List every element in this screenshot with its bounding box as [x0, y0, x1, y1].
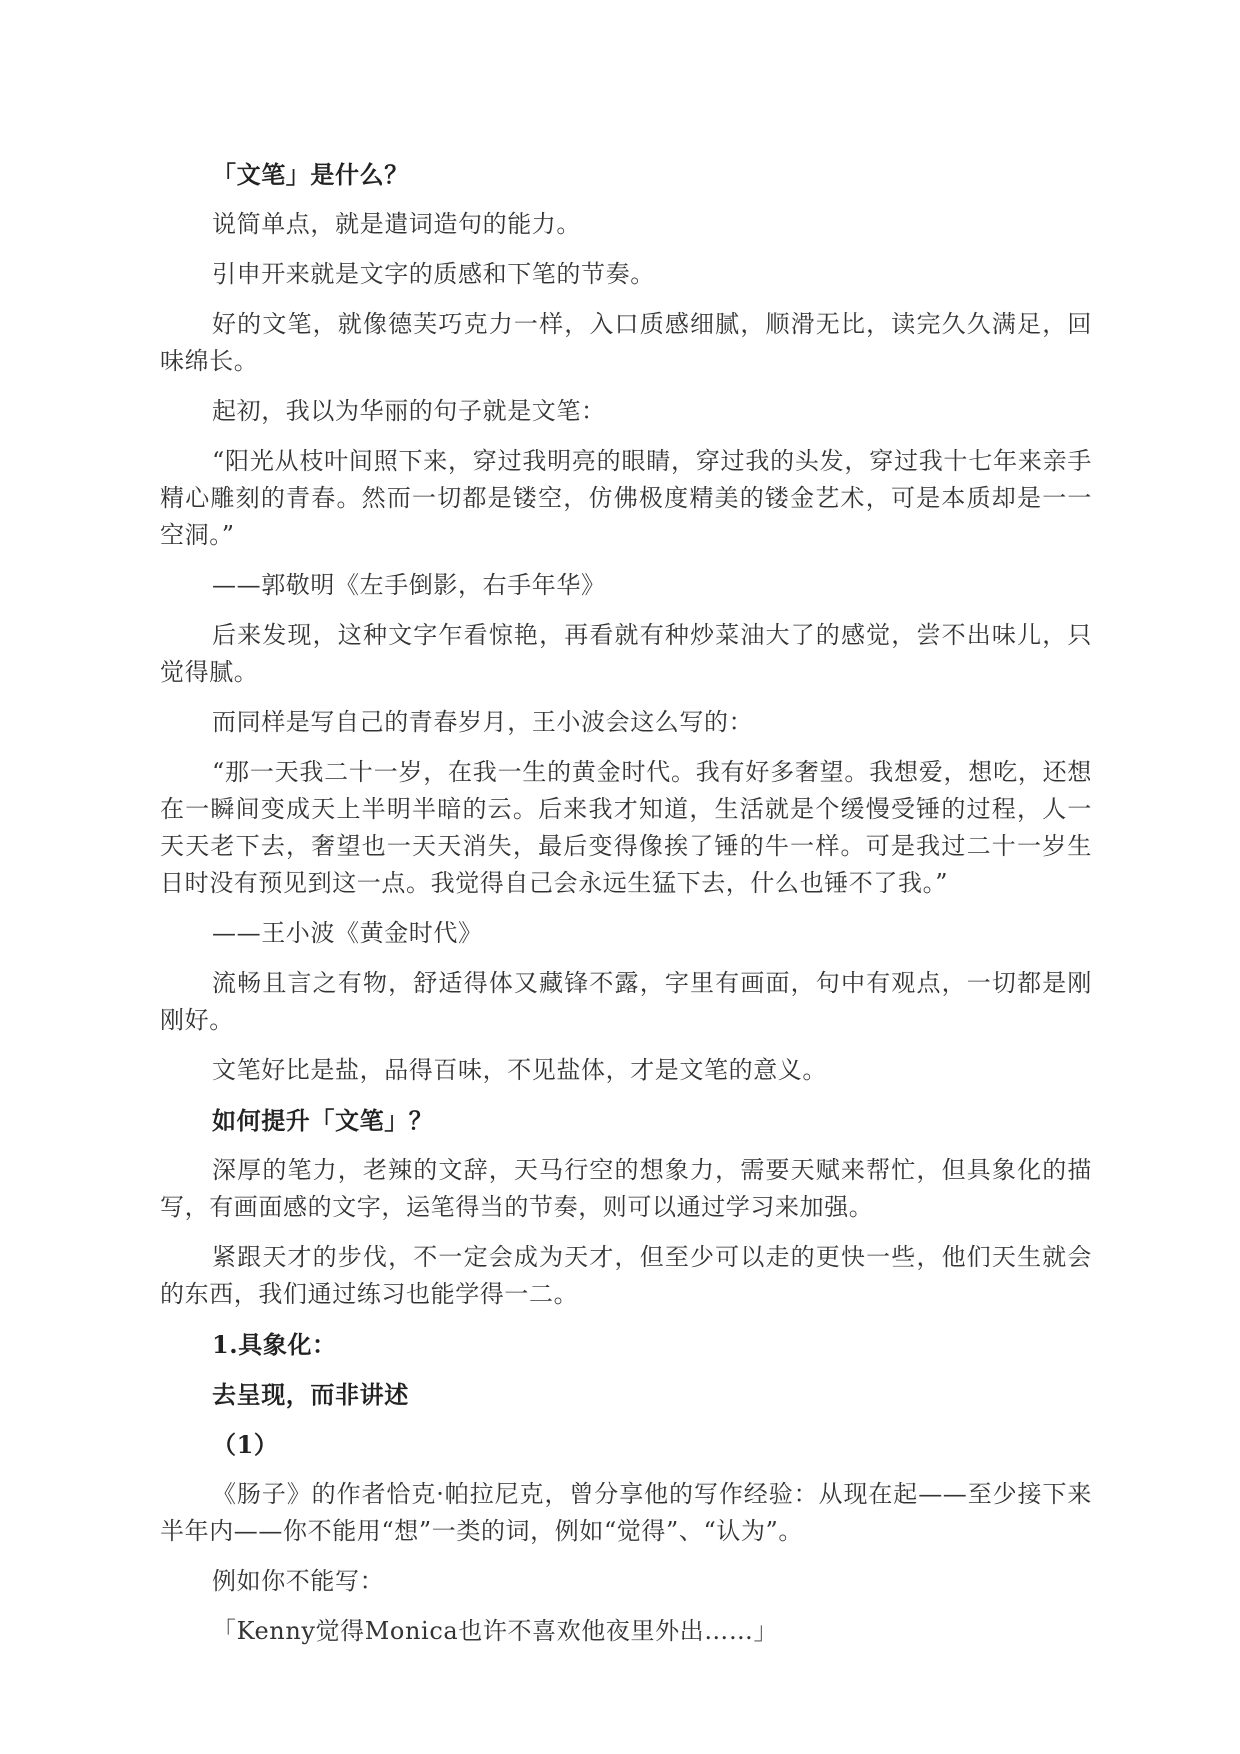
heading-what-is-wenbi: 「文笔」是什么？ — [212, 160, 409, 189]
quote-guo-jingming: “阳光从枝叶间照下来，穿过我明亮的眼睛，穿过我的头发，穿过我十七年来亲手精心雕刻的青春。然而一切都是镂空，仿佛极度精美的镂金艺术，可是本质却是一一空洞。” — [160, 447, 1092, 549]
paragraph: 深厚的笔力，老辣的文辞，天马行空的想象力，需要天赋来帮忙，但具象化的描写，有画面感的文字，运笔得当的节奏，则可以通过学习来加强。 — [160, 1156, 1092, 1221]
paragraph: 起初，我以为华丽的句子就是文笔： — [212, 397, 606, 425]
quote-wang-xiaobo: “那一天我二十一岁，在我一生的黄金时代。我有好多奢望。我想爱，想吃，还想在一瞬间变成天上半明半暗的云。后来我才知道，生活就是个缓慢受锤的过程，人一天天老下去，奢望也一天天消失，最后变得像挨了锤的牛一样。可是我过二十一岁生日时没有预见到这一点。我觉得自己会永远生猛下去，什么也锤不了我。” — [160, 758, 1092, 897]
paragraph: 例如你不能写： — [212, 1567, 385, 1595]
document-page — [160, 156, 1092, 1650]
quote-attribution: ——郭敬明《左手倒影，右手年华》 — [212, 571, 606, 599]
paragraph: 而同样是写自己的青春岁月，王小波会这么写的： — [212, 708, 754, 736]
paragraph: 文笔好比是盐，品得百味，不见盐体，才是文笔的意义。 — [212, 1056, 827, 1084]
paragraph: 引申开来就是文字的质感和下笔的节奏。 — [212, 260, 655, 288]
item-number: （1） — [212, 1430, 279, 1459]
section-heading-concretize: 1.具象化： — [212, 1330, 337, 1359]
paragraph: 说简单点，就是遣词造句的能力。 — [212, 210, 581, 238]
paragraph: 《肠子》的作者恰克·帕拉尼克，曾分享他的写作经验：从现在起——至少接下来半年内——你不能用“想”一类的词，例如“觉得”、“认为”。 — [160, 1480, 1092, 1545]
paragraph: 紧跟天才的步伐，不一定会成为天才，但至少可以走的更快一些，他们天生就会的东西，我们通过练习也能学得一二。 — [160, 1243, 1092, 1308]
quote-attribution: ——王小波《黄金时代》 — [212, 919, 483, 947]
paragraph: 流畅且言之有物，舒适得体又藏锋不露，字里有画面，句中有观点，一切都是刚刚好。 — [160, 969, 1092, 1034]
heading-how-to-improve: 如何提升「文笔」？ — [212, 1106, 434, 1135]
paragraph: 后来发现，这种文字乍看惊艳，再看就有种炒菜油大了的感觉，尝不出味儿，只觉得腻。 — [160, 621, 1092, 686]
paragraph: 好的文笔，就像德芙巧克力一样，入口质感细腻，顺滑无比，读完久久满足，回味绵长。 — [160, 310, 1092, 375]
example-sentence: 「Kenny觉得Monica也许不喜欢他夜里外出……」 — [212, 1617, 779, 1645]
subheading-show-dont-tell: 去呈现，而非讲述 — [212, 1380, 409, 1409]
